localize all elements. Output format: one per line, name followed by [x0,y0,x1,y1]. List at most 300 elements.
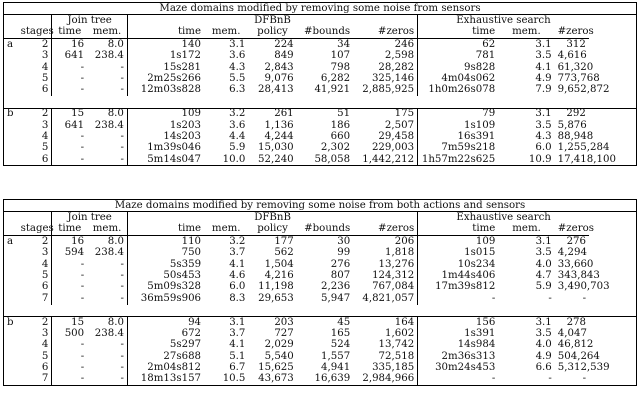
table-cell: 4,941 [321,362,351,374]
table-cell: 3.1 [498,108,554,120]
table-cell: 10.0 [222,153,246,165]
table-cell: - [52,143,87,154]
table-cell: - [120,153,124,165]
table-cell: 4,216 [264,269,294,281]
table-row [4,85,637,96]
table-cell: - [120,84,124,96]
table-cell: 206 [394,235,415,247]
table-cell: 4 [41,339,49,351]
table-cell: 8.0 [107,235,124,247]
table-cell: - [120,362,124,374]
table-cell: 165 [330,327,351,339]
table-title: Maze domains modified by removing some noise from sensors [4,3,637,15]
table-cell: 6 [41,84,49,96]
table-cell: 292 [555,108,589,120]
table-cell: 4.7 [535,269,552,281]
table-cell: 15,625 [258,362,294,374]
table-row [4,73,637,84]
table-cell: - [120,130,124,142]
table-cell: 13,276 [378,258,415,270]
column-header: stages [18,224,52,236]
table-cell: - [120,281,124,293]
table-row [4,108,637,120]
table-cell: 335,185 [372,362,415,374]
table-cell: 17,418,100 [557,153,616,165]
header-spacer [4,224,18,236]
column-header: time [127,224,204,236]
table-cell: - [120,292,124,304]
table-cell: 1s109 [418,120,499,131]
column-header: mem. [498,27,554,39]
table-cell: - [120,373,124,385]
table-cell: 3,490,703 [557,281,610,293]
table-cell: 641 [52,120,87,131]
table-cell: 1m39s046 [127,143,204,154]
table-cell: 3.6 [229,119,246,131]
table-cell: 4m04s062 [418,73,499,84]
table-cell: 641 [52,51,87,62]
group-exhaustive-search: Exhaustive search [418,15,589,27]
table-cell: - [418,374,499,386]
table-cell: 6 [41,153,49,165]
table-row [4,236,637,248]
table-cell: 2m04s812 [127,362,204,373]
table-cell: 5m14s047 [127,154,204,166]
table-cell: 3.1 [535,235,552,247]
table-row [4,143,637,154]
group-header-row [4,212,637,224]
table-cell: 1,602 [385,327,415,339]
table-cell: 1,442,212 [362,153,415,165]
header-spacer [18,212,52,224]
table-cell: 51 [297,108,353,120]
table-cell: 1s203 [127,120,204,131]
table-cell: 229,003 [371,142,415,154]
column-header: mem. [204,27,248,39]
table-cell: 2,302 [320,142,351,154]
table-cell: 3.1 [229,38,246,50]
column-header: policy [248,224,296,236]
table-cell: 5m09s328 [127,282,204,293]
table-cell: 2,598 [384,50,415,62]
table-cell: - [52,62,87,73]
group-dfbnb: DFBnB [127,15,417,27]
table-cell: 767,084 [372,281,415,293]
table-cell: 6.7 [229,362,246,374]
table-cell: 15,030 [258,142,294,154]
table-row [4,328,637,339]
table-title-row [4,3,637,15]
table-cell: 30 [337,235,351,247]
column-header: time [127,27,204,39]
table-cell: 5 [41,142,49,154]
table-cell: 99 [337,247,351,259]
table-cell: 3.6 [229,50,246,62]
table-cell: 1s015 [418,248,499,259]
table-cell: 524 [330,339,351,351]
table-cell: 504,264 [557,350,600,362]
table-cell: 16 [52,236,87,248]
table-cell: 94 [127,316,204,328]
table-cell: 79 [418,108,499,120]
block-label-spacer [4,362,18,373]
column-header: #zeros [353,27,417,39]
table-cell: 3 [41,247,49,259]
table-cell: 807 [330,269,351,281]
block-label-spacer [4,51,18,62]
table-cell: - [120,339,124,351]
results-table-actions-sensors [3,199,637,386]
table-cell: 61,320 [557,61,594,73]
table-cell: 1s172 [127,51,204,62]
table-cell: - [52,340,87,351]
table-cell: - [52,362,87,373]
group-dfbnb: DFBnB [127,212,417,224]
table-row [4,131,637,142]
table-cell: 4 [41,258,49,270]
table-cell: 203 [248,316,296,328]
table-cell: 5.1 [229,350,246,362]
group-join-tree: Join tree [52,15,128,27]
column-header-row [4,224,637,236]
table-cell: 16 [52,39,87,51]
table-cell: 30m24s453 [418,362,499,373]
column-header: mem. [87,224,127,236]
table-row [4,51,637,62]
table-cell: 50s453 [127,270,204,281]
table-cell: 4,047 [557,327,587,339]
table-cell: 109 [418,236,499,248]
table-cell: 5,876 [557,119,587,131]
table-cell: 5s359 [127,259,204,270]
table-cell: 140 [127,39,204,51]
table-cell: 3.5 [535,327,552,339]
table-cell: 4,821,057 [362,292,415,304]
block-label: b [4,316,18,328]
block-label-spacer [4,73,18,84]
block-separator [4,305,637,317]
table-cell: 1m44s406 [418,270,499,281]
column-header: #zeros [353,224,418,236]
table-cell: - [548,292,552,304]
table-cell: 15 [52,316,87,328]
table-cell: 5 [41,72,49,84]
column-header: #zeros [555,224,589,236]
block-label: a [7,235,14,247]
table-cell: 238.4 [94,327,124,339]
table-cell: 28,282 [378,61,415,73]
column-header: policy [248,27,296,39]
table-cell: 88,948 [557,130,594,142]
table-cell: 177 [274,235,294,247]
table-cell: 4.4 [229,130,246,142]
column-header: stages [18,27,52,39]
table-cell: - [52,85,87,96]
table-row [4,62,637,73]
table-cell: 9,652,872 [557,84,610,96]
table-cell: 238.4 [94,119,124,131]
table-cell: 12m03s828 [127,85,204,96]
table-cell: 8.0 [87,108,127,120]
table-row [4,351,637,362]
table-cell: 4,244 [264,130,294,142]
table-cell: - [120,269,124,281]
table-cell: 278 [555,316,589,328]
block-label-spacer [4,85,18,96]
table-cell: 15s281 [127,62,204,73]
table-cell: 2 [18,316,52,328]
table-row [4,259,637,270]
table-cell: 4 [41,61,49,73]
table-cell: 6.6 [535,362,552,374]
table-cell: 10.9 [528,153,552,165]
table-cell: - [548,373,552,385]
block-label-spacer [4,62,18,73]
table-cell: 41,921 [314,84,351,96]
table-cell: - [120,142,124,154]
table-cell: 3.7 [229,327,246,339]
table-cell: - [120,258,124,270]
table-cell: 246 [394,38,415,50]
table-title: Maze domains modified by removing some noise from both actions and sensors [4,200,637,212]
table-cell: 238.4 [94,50,124,62]
table-row [4,316,637,328]
table-cell: 8.3 [229,292,246,304]
block-label: b [4,108,18,120]
table-cell: - [120,350,124,362]
table-cell: 11,198 [258,281,294,293]
table-cell: 562 [274,247,294,259]
table-cell: 164 [353,316,418,328]
table-cell: 2 [18,108,52,120]
table-cell: 17m39s812 [418,282,499,293]
table-cell: - [52,351,87,362]
table-cell: 3.1 [204,316,248,328]
table-cell: 2,984,966 [362,373,415,385]
group-header-row [4,15,637,27]
column-header-row [4,27,637,39]
table-cell: 773,768 [557,72,600,84]
table-row [4,282,637,293]
table-cell: - [52,270,87,281]
column-header: time [52,27,87,39]
table-cell: 13,742 [378,339,415,351]
table-cell: 5.9 [229,142,246,154]
block-label-spacer [4,328,18,339]
table-cell: 238.4 [94,247,124,259]
table-cell: - [120,72,124,84]
table-cell: 5.9 [535,281,552,293]
table-cell: 45 [297,316,353,328]
table-cell: 2 [41,235,49,247]
table-cell: 107 [330,50,351,62]
table-cell: 276 [330,258,351,270]
table-cell: 5 [41,269,49,281]
table-cell: 5,947 [321,292,351,304]
table-cell: 10.5 [222,373,246,385]
table-row [4,248,637,259]
table-cell: 727 [274,327,294,339]
column-header: time [52,224,87,236]
table-cell: 62 [418,39,499,51]
table-cell: 27s688 [127,351,204,362]
table-cell: 156 [418,316,499,328]
table-cell: 2 [41,38,49,50]
table-cell: 4.1 [535,61,552,73]
block-label-spacer [4,282,18,293]
table-cell: - [52,293,87,304]
table-cell: - [52,131,87,142]
table-cell: 3 [41,327,49,339]
block-label-spacer [4,340,18,351]
table-cell: 3.7 [229,247,246,259]
table-cell: 798 [330,61,351,73]
table-row [4,293,637,304]
table-cell: 175 [353,108,417,120]
table-cell: 2,885,925 [362,84,415,96]
table-cell: 1h57m22s625 [418,154,499,166]
table-cell: - [120,61,124,73]
table-cell: - [52,259,87,270]
table-cell: 52,240 [258,153,294,165]
block-label-spacer [4,374,18,386]
table-cell: 2,507 [384,119,415,131]
table-cell: - [582,292,587,304]
table-cell: 4.0 [535,339,552,351]
table-cell: 8.0 [87,316,127,328]
table-cell: 6 [41,362,49,374]
table-cell: 6.3 [229,84,246,96]
table-cell: 6 [41,281,49,293]
column-header: mem. [204,224,248,236]
table-cell: 1,255,284 [557,142,610,154]
table-cell: 110 [127,236,204,248]
table-cell: 594 [52,248,87,259]
table-cell: 276 [566,235,587,247]
table-cell: 3.1 [498,316,554,328]
table-cell: 28,413 [258,84,294,96]
table-cell: 500 [52,328,87,339]
table-cell: 186 [330,119,351,131]
table-cell: 16,639 [314,373,351,385]
table-cell: 5.5 [229,72,246,84]
table-cell: 3.5 [535,119,552,131]
table-cell: 3 [41,119,49,131]
table-cell: 46,812 [557,339,594,351]
table-cell: 109 [127,108,204,120]
block-separator [4,96,637,108]
table-cell: 16s391 [418,131,499,142]
table-cell: 58,058 [314,153,351,165]
column-header: #bounds [297,27,353,39]
table-cell: 5,540 [264,350,294,362]
table-cell: 1,818 [385,247,415,259]
block-label: a [7,38,14,50]
table-cell: 781 [418,51,499,62]
table-cell: 325,146 [371,72,415,84]
table-row [4,39,637,51]
column-header: mem. [498,224,554,236]
table-cell: 5 [41,350,49,362]
table-cell: 14s203 [127,131,204,142]
table-cell: 750 [127,248,204,259]
table-cell: 6.0 [229,281,246,293]
table-cell: 29,653 [258,292,294,304]
table-cell: 29,458 [378,130,415,142]
table-cell: 7 [41,292,49,304]
column-header: #zeros [555,27,589,39]
table-cell: 2,236 [321,281,351,293]
table-row [4,154,637,166]
table-cell: 2,029 [264,339,294,351]
table-cell: - [418,293,499,304]
block-label-spacer [4,293,18,304]
table-title-row [4,200,637,212]
block-label-spacer [4,270,18,281]
table-cell: 1h0m26s078 [418,85,499,96]
table-cell: 10s234 [418,259,499,270]
table-cell: 660 [330,130,351,142]
table-cell: 9s828 [418,62,499,73]
header-spacer [18,15,52,27]
table-cell: 9,076 [264,72,294,84]
table-cell: 4.9 [535,350,552,362]
block-label-spacer [4,120,18,131]
results-table-sensors [3,2,637,166]
table-cell: - [52,282,87,293]
column-header: time [418,27,499,39]
table-cell: 43,673 [258,373,294,385]
table-cell: 7 [41,373,49,385]
column-header: mem. [87,27,127,39]
table-cell: 4.9 [535,72,552,84]
table-cell: 36m59s906 [127,293,204,304]
table-cell: 4.0 [535,258,552,270]
table-row [4,120,637,131]
table-cell: 1,557 [321,350,351,362]
table-cell: 1,504 [264,258,294,270]
table-cell: 224 [274,38,294,50]
header-spacer [4,15,18,27]
table-row [4,374,637,386]
table-cell: 3.1 [535,38,552,50]
table-row [4,362,637,373]
table-cell: 4,294 [557,247,587,259]
table-cell: 3.2 [229,235,246,247]
table-cell: 4.1 [229,258,246,270]
table-cell: 312 [566,38,586,50]
table-cell: 4.3 [535,130,552,142]
table-cell: 124,312 [372,269,415,281]
table-cell: 4 [41,130,49,142]
table-row [4,340,637,351]
table-cell: 1,136 [264,119,294,131]
table-cell: 33,660 [557,258,594,270]
table-cell: 1s391 [418,328,499,339]
table-cell: - [582,373,587,385]
table-cell: 4.1 [229,339,246,351]
table-cell: 6,282 [320,72,351,84]
table-cell: 2,843 [264,61,294,73]
block-label-spacer [4,154,18,166]
table-cell: 3.2 [204,108,248,120]
table-cell: 7m59s218 [418,143,499,154]
table-cell: 18m13s157 [127,374,204,386]
table-cell: 261 [248,108,296,120]
table-cell: 2m36s313 [418,351,499,362]
table-cell: 15 [52,108,87,120]
table-cell: 3 [41,50,49,62]
